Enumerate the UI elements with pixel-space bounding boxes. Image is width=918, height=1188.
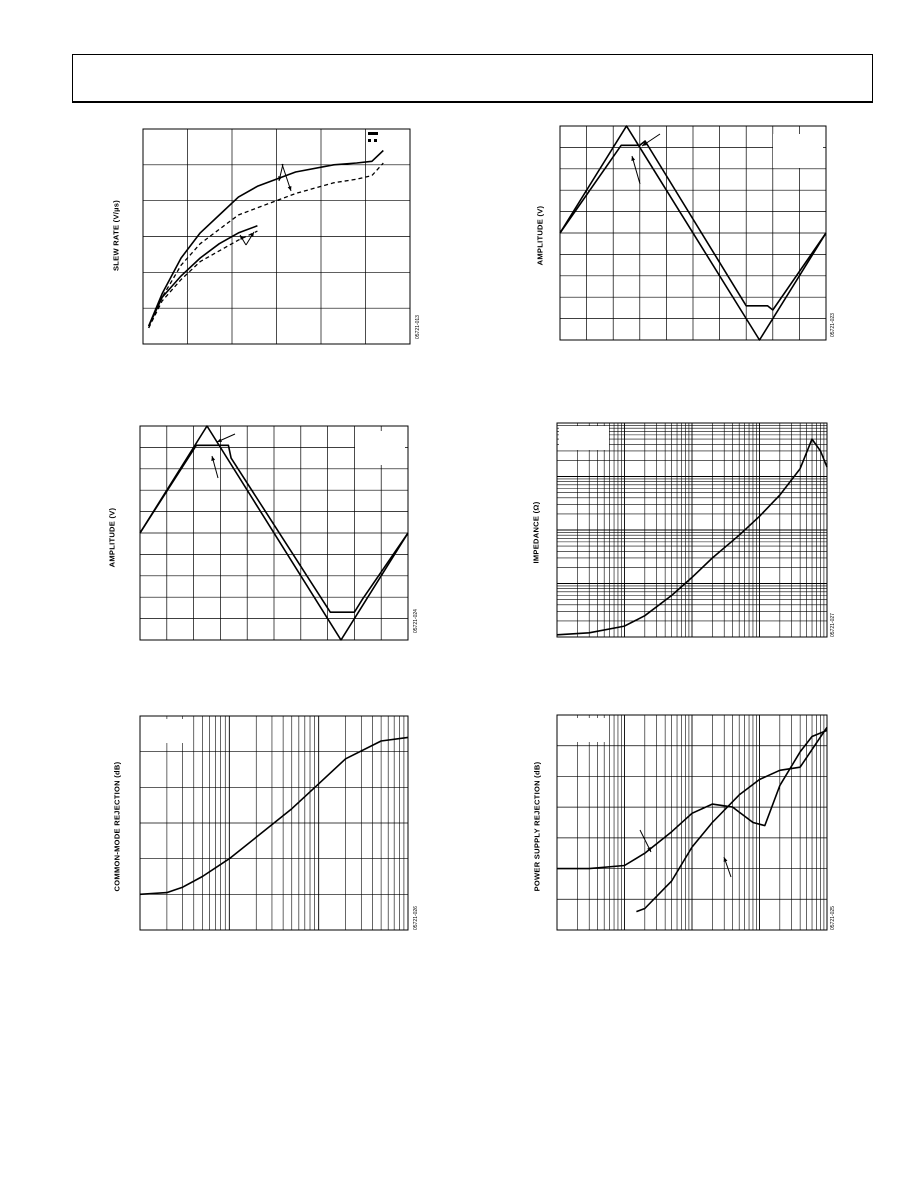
power-supply-rejection-chart: [520, 710, 850, 945]
slew-rate-chart-svg: [100, 120, 430, 355]
page-header-box: [72, 54, 873, 103]
amplitude-mid-left-legend-box: [355, 431, 405, 465]
common-mode-rejection-series-1-line: [140, 737, 408, 894]
power-supply-rejection-chart-svg: [520, 710, 850, 945]
common-mode-rejection-chart-svg: [100, 710, 430, 945]
amplitude-top-right-legend-box: [773, 134, 823, 168]
slew-rate-chart: [100, 120, 430, 355]
slew-rate-legend-dash-swatch: [374, 139, 377, 142]
slew-rate-series-1-line: [149, 151, 384, 327]
impedance-chart: [520, 420, 850, 655]
amplitude-mid-left-figure-code: 05721-024: [413, 609, 419, 633]
slew-rate-callout-arrowhead: [288, 186, 292, 191]
amplitude-mid-left-chart: [100, 420, 430, 655]
power-supply-rejection-legend-box: [559, 718, 609, 742]
common-mode-rejection-y-axis-label: COMMON-MODE REJECTION (dB): [112, 761, 122, 892]
power-supply-rejection-callout-arrowhead: [724, 857, 728, 862]
impedance-legend-box: [559, 426, 609, 450]
amplitude-top-right-chart: [520, 120, 850, 355]
amplitude-top-right-figure-code: 05721-023: [830, 313, 836, 337]
impedance-y-axis-label: IMPEDANCE (Ω): [531, 501, 541, 564]
amplitude-mid-left-y-axis-label: AMPLITUDE (V): [107, 507, 117, 568]
amplitude-top-right-chart-svg: [520, 120, 850, 355]
common-mode-rejection-figure-code: 05721-026: [413, 906, 419, 930]
slew-rate-series-2-line: [149, 163, 384, 328]
impedance-figure-code: 05721-027: [830, 613, 836, 637]
slew-rate-series-3-line: [149, 226, 258, 326]
slew-rate-series-4-line: [149, 231, 258, 328]
impedance-chart-svg: [520, 420, 850, 655]
slew-rate-legend-solid-swatch: [368, 132, 378, 135]
slew-rate-figure-code: 05721-013: [415, 315, 421, 339]
amplitude-mid-left-chart-svg: [100, 420, 430, 655]
common-mode-rejection-legend-box: [142, 719, 192, 743]
common-mode-rejection-chart: [100, 710, 430, 945]
slew-rate-y-axis-label: SLEW RATE (V/µs): [111, 199, 121, 272]
power-supply-rejection-y-axis-label: POWER SUPPLY REJECTION (dB): [532, 761, 542, 892]
amplitude-top-right-callout-arrowhead: [631, 156, 635, 161]
amplitude-top-right-y-axis-label: AMPLITUDE (V): [535, 205, 545, 266]
power-supply-rejection-figure-code: 05721-025: [830, 906, 836, 930]
slew-rate-legend-dash-swatch: [368, 139, 371, 142]
